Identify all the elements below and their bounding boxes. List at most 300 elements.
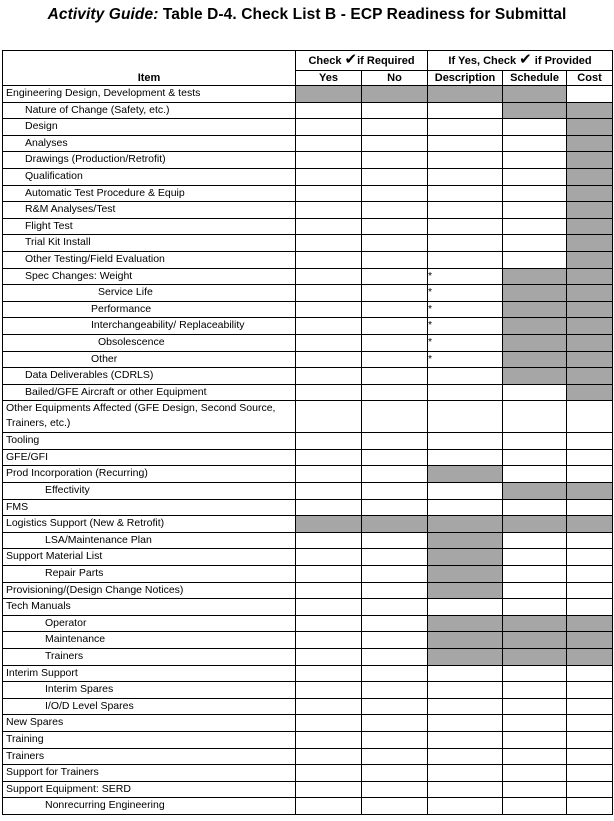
description-cell[interactable] — [428, 665, 503, 682]
no-cell[interactable] — [362, 152, 428, 169]
header-no: No — [362, 71, 428, 86]
item-label: Repair Parts — [3, 566, 296, 583]
item-label: Service Life — [3, 285, 296, 302]
description-cell[interactable]: * — [428, 351, 503, 368]
yes-cell[interactable] — [296, 748, 362, 765]
no-cell[interactable] — [362, 532, 428, 549]
item-label: New Spares — [3, 715, 296, 732]
yes-cell[interactable] — [296, 268, 362, 285]
cost-cell[interactable] — [567, 532, 613, 549]
schedule-cell — [503, 334, 567, 351]
item-label: Support Equipment: SERD — [3, 781, 296, 798]
table-row — [3, 748, 613, 765]
no-cell[interactable] — [362, 599, 428, 616]
no-cell[interactable] — [362, 102, 428, 119]
no-cell[interactable] — [362, 351, 428, 368]
description-cell — [428, 582, 503, 599]
cost-cell[interactable] — [567, 449, 613, 466]
cost-cell[interactable] — [567, 765, 613, 782]
item-label: Other — [3, 351, 296, 368]
description-cell — [428, 516, 503, 533]
cost-cell[interactable] — [567, 466, 613, 483]
yes-cell[interactable] — [296, 665, 362, 682]
description-cell[interactable]: * — [428, 318, 503, 335]
item-label: Design — [3, 119, 296, 136]
header-check-provided — [428, 51, 613, 71]
table-row — [3, 368, 613, 385]
no-cell[interactable] — [362, 368, 428, 385]
item-label: Effectivity — [3, 483, 296, 500]
no-cell[interactable] — [362, 765, 428, 782]
header-description: Description — [428, 71, 503, 86]
yes-cell[interactable] — [296, 466, 362, 483]
description-cell[interactable] — [428, 715, 503, 732]
description-cell — [428, 615, 503, 632]
table-row — [3, 698, 613, 715]
table-row — [3, 334, 613, 351]
yes-cell[interactable] — [296, 731, 362, 748]
cost-cell — [567, 384, 613, 401]
schedule-cell[interactable] — [503, 433, 567, 450]
description-cell[interactable] — [428, 119, 503, 136]
description-cell[interactable] — [428, 102, 503, 119]
cost-cell — [567, 649, 613, 666]
item-label: Trainers — [3, 649, 296, 666]
description-cell[interactable] — [428, 401, 503, 433]
description-cell[interactable] — [428, 202, 503, 219]
description-cell[interactable] — [428, 483, 503, 500]
schedule-cell[interactable] — [503, 798, 567, 815]
item-label: Analyses — [3, 135, 296, 152]
table-row — [3, 301, 613, 318]
title-rest: Table D-4. Check List B - ECP Readiness for Submittal — [158, 6, 567, 23]
yes-cell[interactable] — [296, 301, 362, 318]
schedule-cell[interactable] — [503, 566, 567, 583]
table-row — [3, 384, 613, 401]
item-label: Spec Changes: Weight — [3, 268, 296, 285]
table-row — [3, 615, 613, 632]
table-row — [3, 731, 613, 748]
schedule-cell[interactable] — [503, 202, 567, 219]
no-cell[interactable] — [362, 185, 428, 202]
description-cell[interactable] — [428, 185, 503, 202]
table-row — [3, 532, 613, 549]
yes-cell[interactable] — [296, 119, 362, 136]
cost-cell[interactable] — [567, 748, 613, 765]
no-cell[interactable] — [362, 715, 428, 732]
cost-cell[interactable] — [567, 682, 613, 699]
table-row — [3, 351, 613, 368]
checkmark-icon: ✔ — [519, 51, 532, 68]
schedule-cell[interactable] — [503, 781, 567, 798]
description-cell — [428, 649, 503, 666]
schedule-cell[interactable] — [503, 152, 567, 169]
table-row — [3, 781, 613, 798]
yes-cell[interactable] — [296, 218, 362, 235]
schedule-cell — [503, 102, 567, 119]
cost-cell — [567, 351, 613, 368]
schedule-cell[interactable] — [503, 731, 567, 748]
item-label: Support for Trainers — [3, 765, 296, 782]
no-cell[interactable] — [362, 301, 428, 318]
schedule-cell[interactable] — [503, 599, 567, 616]
no-cell[interactable] — [362, 218, 428, 235]
description-cell[interactable]: * — [428, 301, 503, 318]
table-row — [3, 499, 613, 516]
schedule-cell[interactable] — [503, 449, 567, 466]
schedule-cell[interactable] — [503, 235, 567, 252]
table-row — [3, 765, 613, 782]
header-item: Item — [3, 71, 296, 86]
yes-cell[interactable] — [296, 135, 362, 152]
no-cell[interactable] — [362, 268, 428, 285]
yes-cell[interactable] — [296, 449, 362, 466]
item-label: Trainers — [3, 748, 296, 765]
no-cell[interactable] — [362, 566, 428, 583]
description-cell — [428, 632, 503, 649]
no-cell[interactable] — [362, 499, 428, 516]
description-cell[interactable] — [428, 698, 503, 715]
table-row — [3, 185, 613, 202]
no-cell — [362, 516, 428, 533]
item-label: Prod Incorporation (Recurring) — [3, 466, 296, 483]
item-label: Training — [3, 731, 296, 748]
yes-cell[interactable] — [296, 368, 362, 385]
schedule-cell[interactable] — [503, 698, 567, 715]
table-row — [3, 798, 613, 815]
cost-cell — [567, 483, 613, 500]
item-label: Interim Spares — [3, 682, 296, 699]
table-row — [3, 86, 613, 103]
table-row — [3, 433, 613, 450]
cost-cell[interactable] — [567, 698, 613, 715]
cost-cell — [567, 318, 613, 335]
no-cell[interactable] — [362, 384, 428, 401]
no-cell[interactable] — [362, 334, 428, 351]
no-cell[interactable] — [362, 235, 428, 252]
header-yes: Yes — [296, 71, 362, 86]
no-cell[interactable] — [362, 135, 428, 152]
yes-cell[interactable] — [296, 649, 362, 666]
no-cell[interactable] — [362, 433, 428, 450]
no-cell[interactable] — [362, 449, 428, 466]
cost-cell[interactable] — [567, 665, 613, 682]
yes-cell[interactable] — [296, 765, 362, 782]
description-cell[interactable] — [428, 781, 503, 798]
cost-cell — [567, 251, 613, 268]
description-cell[interactable] — [428, 748, 503, 765]
yes-cell[interactable] — [296, 235, 362, 252]
item-label: Maintenance — [3, 632, 296, 649]
description-cell[interactable] — [428, 433, 503, 450]
schedule-cell[interactable] — [503, 549, 567, 566]
cost-cell — [567, 218, 613, 235]
description-cell[interactable] — [428, 235, 503, 252]
yes-cell[interactable] — [296, 599, 362, 616]
header-row-columns — [3, 71, 613, 86]
no-cell[interactable] — [362, 119, 428, 136]
yes-cell[interactable] — [296, 781, 362, 798]
yes-cell[interactable] — [296, 202, 362, 219]
cost-cell — [567, 268, 613, 285]
cost-cell — [567, 119, 613, 136]
schedule-cell[interactable] — [503, 748, 567, 765]
item-label: Obsolescence — [3, 334, 296, 351]
yes-cell[interactable] — [296, 632, 362, 649]
item-label: Other Testing/Field Evaluation — [3, 251, 296, 268]
yes-cell[interactable] — [296, 102, 362, 119]
description-cell[interactable] — [428, 599, 503, 616]
schedule-cell — [503, 301, 567, 318]
no-cell[interactable] — [362, 483, 428, 500]
item-label: FMS — [3, 499, 296, 516]
item-label: Nature of Change (Safety, etc.) — [3, 102, 296, 119]
schedule-cell[interactable] — [503, 384, 567, 401]
description-cell[interactable] — [428, 218, 503, 235]
cost-cell[interactable] — [567, 433, 613, 450]
item-label: Interim Support — [3, 665, 296, 682]
cost-cell[interactable] — [567, 499, 613, 516]
table-row — [3, 235, 613, 252]
item-label: R&M Analyses/Test — [3, 202, 296, 219]
table-row — [3, 466, 613, 483]
item-label: Drawings (Production/Retrofit) — [3, 152, 296, 169]
schedule-cell[interactable] — [503, 168, 567, 185]
yes-cell[interactable] — [296, 615, 362, 632]
schedule-cell — [503, 351, 567, 368]
yes-cell[interactable] — [296, 384, 362, 401]
checklist-table — [2, 50, 613, 815]
no-cell[interactable] — [362, 251, 428, 268]
table-row — [3, 566, 613, 583]
item-label: Support Material List — [3, 549, 296, 566]
no-cell[interactable] — [362, 649, 428, 666]
yes-cell[interactable] — [296, 152, 362, 169]
no-cell[interactable] — [362, 748, 428, 765]
description-cell[interactable] — [428, 251, 503, 268]
check-provided-pre: If Yes, Check — [448, 55, 520, 67]
yes-cell[interactable] — [296, 499, 362, 516]
cost-cell[interactable] — [567, 731, 613, 748]
schedule-cell[interactable] — [503, 466, 567, 483]
table-row — [3, 202, 613, 219]
schedule-cell[interactable] — [503, 135, 567, 152]
no-cell[interactable] — [362, 632, 428, 649]
table-row — [3, 168, 613, 185]
cost-cell[interactable] — [567, 549, 613, 566]
table-row — [3, 599, 613, 616]
item-label: Provisioning/(Design Change Notices) — [3, 582, 296, 599]
yes-cell[interactable] — [296, 185, 362, 202]
table-row — [3, 649, 613, 666]
no-cell[interactable] — [362, 665, 428, 682]
no-cell[interactable] — [362, 615, 428, 632]
item-label: Data Deliverables (CDRLS) — [3, 368, 296, 385]
table-row — [3, 682, 613, 699]
no-cell[interactable] — [362, 202, 428, 219]
table-row — [3, 401, 613, 433]
description-cell[interactable] — [428, 449, 503, 466]
item-label: Automatic Test Procedure & Equip — [3, 185, 296, 202]
cost-cell[interactable] — [567, 582, 613, 599]
schedule-cell[interactable] — [503, 532, 567, 549]
description-cell[interactable]: * — [428, 334, 503, 351]
table-row — [3, 483, 613, 500]
item-label: GFE/GFI — [3, 449, 296, 466]
yes-cell[interactable] — [296, 401, 362, 433]
yes-cell[interactable] — [296, 682, 362, 699]
item-label: Operator — [3, 615, 296, 632]
table-row — [3, 102, 613, 119]
schedule-cell — [503, 285, 567, 302]
description-cell[interactable] — [428, 798, 503, 815]
description-cell[interactable]: * — [428, 268, 503, 285]
table-row — [3, 318, 613, 335]
item-label: Bailed/GFE Aircraft or other Equipment — [3, 384, 296, 401]
cost-cell[interactable] — [567, 798, 613, 815]
yes-cell — [296, 516, 362, 533]
yes-cell[interactable] — [296, 251, 362, 268]
cost-cell — [567, 301, 613, 318]
description-cell[interactable] — [428, 368, 503, 385]
item-label: Tooling — [3, 433, 296, 450]
header-check-required — [296, 51, 428, 71]
description-cell — [428, 466, 503, 483]
table-row — [3, 285, 613, 302]
yes-cell[interactable] — [296, 582, 362, 599]
schedule-cell[interactable] — [503, 251, 567, 268]
yes-cell[interactable] — [296, 168, 362, 185]
yes-cell[interactable] — [296, 285, 362, 302]
cost-cell — [567, 615, 613, 632]
item-label: Other Equipments Affected (GFE Design, Second Source, Trainers, etc.) — [3, 401, 296, 433]
cost-cell — [567, 202, 613, 219]
no-cell[interactable] — [362, 318, 428, 335]
schedule-cell — [503, 318, 567, 335]
yes-cell[interactable] — [296, 798, 362, 815]
yes-cell[interactable] — [296, 483, 362, 500]
description-cell — [428, 549, 503, 566]
table-row — [3, 119, 613, 136]
header-schedule: Schedule — [503, 71, 567, 86]
no-cell[interactable] — [362, 582, 428, 599]
schedule-cell[interactable] — [503, 119, 567, 136]
cost-cell — [567, 152, 613, 169]
no-cell[interactable] — [362, 466, 428, 483]
no-cell — [362, 86, 428, 103]
yes-cell[interactable] — [296, 698, 362, 715]
cost-cell[interactable] — [567, 715, 613, 732]
cost-cell[interactable] — [567, 401, 613, 433]
yes-cell[interactable] — [296, 334, 362, 351]
description-cell[interactable]: * — [428, 285, 503, 302]
schedule-cell[interactable] — [503, 665, 567, 682]
no-cell[interactable] — [362, 285, 428, 302]
no-cell[interactable] — [362, 798, 428, 815]
cost-cell — [567, 135, 613, 152]
item-label: Interchangeability/ Replaceability — [3, 318, 296, 335]
no-cell[interactable] — [362, 781, 428, 798]
item-label: Trial Kit Install — [3, 235, 296, 252]
item-label: Performance — [3, 301, 296, 318]
yes-cell[interactable] — [296, 532, 362, 549]
table-row — [3, 582, 613, 599]
schedule-cell[interactable] — [503, 682, 567, 699]
description-cell[interactable] — [428, 765, 503, 782]
cost-cell — [567, 102, 613, 119]
item-label: LSA/Maintenance Plan — [3, 532, 296, 549]
cost-cell[interactable] — [567, 781, 613, 798]
no-cell[interactable] — [362, 168, 428, 185]
no-cell[interactable] — [362, 682, 428, 699]
yes-cell[interactable] — [296, 549, 362, 566]
item-label: Qualification — [3, 168, 296, 185]
table-row — [3, 549, 613, 566]
description-cell[interactable] — [428, 135, 503, 152]
description-cell[interactable] — [428, 731, 503, 748]
description-cell[interactable] — [428, 384, 503, 401]
schedule-cell[interactable] — [503, 715, 567, 732]
page-title — [0, 6, 614, 24]
table-row — [3, 665, 613, 682]
item-label: I/O/D Level Spares — [3, 698, 296, 715]
no-cell[interactable] — [362, 401, 428, 433]
description-cell[interactable] — [428, 168, 503, 185]
schedule-cell[interactable] — [503, 499, 567, 516]
yes-cell[interactable] — [296, 566, 362, 583]
cost-cell[interactable] — [567, 86, 613, 103]
yes-cell[interactable] — [296, 351, 362, 368]
cost-cell[interactable] — [567, 599, 613, 616]
cost-cell[interactable] — [567, 566, 613, 583]
table-row — [3, 449, 613, 466]
schedule-cell — [503, 368, 567, 385]
description-cell[interactable] — [428, 152, 503, 169]
yes-cell[interactable] — [296, 318, 362, 335]
check-required-pre: Check — [308, 55, 345, 67]
description-cell — [428, 86, 503, 103]
header-cost: Cost — [567, 71, 613, 86]
schedule-cell[interactable] — [503, 401, 567, 433]
table-row — [3, 268, 613, 285]
schedule-cell[interactable] — [503, 218, 567, 235]
cost-cell — [567, 235, 613, 252]
schedule-cell[interactable] — [503, 582, 567, 599]
item-label: Nonrecurring Engineering — [3, 798, 296, 815]
checkmark-icon: ✔ — [344, 51, 358, 68]
cost-cell — [567, 516, 613, 533]
cost-cell — [567, 632, 613, 649]
no-cell[interactable] — [362, 698, 428, 715]
check-provided-post: if Provided — [531, 55, 592, 67]
item-label: Flight Test — [3, 218, 296, 235]
item-label: Engineering Design, Development & tests — [3, 86, 296, 103]
table-row — [3, 715, 613, 732]
no-cell[interactable] — [362, 731, 428, 748]
description-cell[interactable] — [428, 682, 503, 699]
cost-cell — [567, 334, 613, 351]
schedule-cell[interactable] — [503, 765, 567, 782]
check-required-post: if Required — [357, 55, 415, 67]
yes-cell[interactable] — [296, 715, 362, 732]
schedule-cell[interactable] — [503, 185, 567, 202]
cost-cell — [567, 185, 613, 202]
description-cell[interactable] — [428, 499, 503, 516]
yes-cell[interactable] — [296, 433, 362, 450]
schedule-cell — [503, 268, 567, 285]
no-cell[interactable] — [362, 549, 428, 566]
title-italic: Activity Guide: — [47, 6, 159, 23]
